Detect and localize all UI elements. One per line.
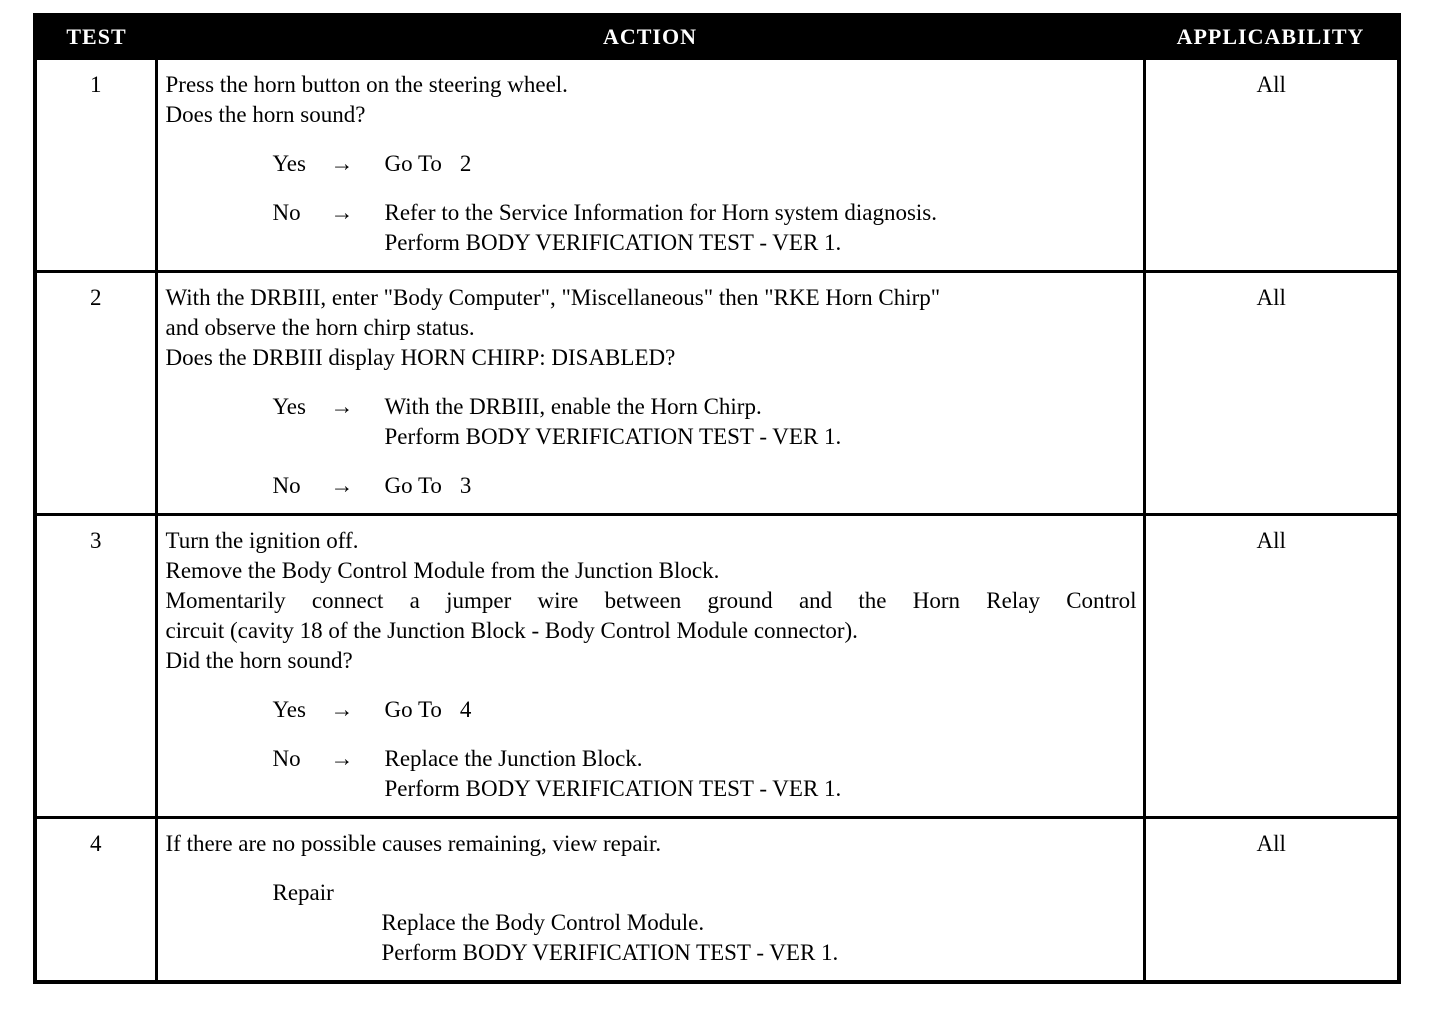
yes-result xyxy=(385,149,472,179)
action-question: Did the horn sound? xyxy=(165,648,353,673)
yes-branch xyxy=(166,149,1137,179)
no-result xyxy=(385,198,938,258)
result-line: Perform BODY VERIFICATION TEST - VER 1. xyxy=(384,776,842,801)
repair-label: Repair xyxy=(272,880,334,905)
action-line: If there are no possible causes remaining, view repair. xyxy=(165,831,662,856)
table-row xyxy=(35,59,1399,272)
test-number: 3 xyxy=(35,515,156,818)
action-line: Momentarily connect a jumper wire between ground and the Horn Relay Control xyxy=(165,588,1137,613)
action-cell xyxy=(156,818,1144,983)
right-arrow-icon: → xyxy=(330,394,354,419)
no-branch xyxy=(166,744,1137,804)
go-to-target: 4 xyxy=(459,697,472,722)
table-row xyxy=(35,515,1399,818)
action-line: Turn the ignition off. xyxy=(165,528,359,553)
header-applicability: APPLICABILITY xyxy=(1144,15,1399,59)
action-question: Does the DRBIII display HORN CHIRP: DISABLED? xyxy=(165,345,676,370)
no-result xyxy=(385,471,472,501)
go-to-text: Go To xyxy=(384,697,442,722)
go-to-text: Go To xyxy=(384,473,442,498)
no-label: No xyxy=(272,746,301,771)
right-arrow-icon: → xyxy=(330,473,354,498)
no-branch xyxy=(166,198,1137,258)
right-arrow-icon: → xyxy=(330,746,354,771)
right-arrow-icon: → xyxy=(330,151,354,176)
no-label: No xyxy=(272,200,301,225)
test-number: 4 xyxy=(35,818,156,983)
yes-label: Yes xyxy=(272,697,306,722)
table-row xyxy=(35,818,1399,983)
test-number: 2 xyxy=(35,272,156,515)
yes-branch xyxy=(166,392,1137,452)
action-cell xyxy=(156,515,1144,818)
header-action: ACTION xyxy=(156,15,1144,59)
yes-branch xyxy=(166,695,1137,725)
repair-line: Perform BODY VERIFICATION TEST - VER 1. xyxy=(381,940,839,965)
no-label: No xyxy=(272,473,301,498)
action-line: Remove the Body Control Module from the Junction Block. xyxy=(165,558,720,583)
action-line: Press the horn button on the steering wheel. xyxy=(165,72,568,97)
go-to-text: Go To xyxy=(384,151,442,176)
test-number: 1 xyxy=(35,59,156,272)
header-test: TEST xyxy=(35,15,156,59)
right-arrow-icon: → xyxy=(330,697,354,722)
no-branch xyxy=(166,471,1137,501)
right-arrow-icon: → xyxy=(330,200,354,225)
yes-label: Yes xyxy=(272,394,306,419)
repair-line: Replace the Body Control Module. xyxy=(381,910,705,935)
result-line: Perform BODY VERIFICATION TEST - VER 1. xyxy=(384,424,842,449)
result-line: Refer to the Service Information for Horn system diagnosis. xyxy=(384,200,938,225)
action-cell xyxy=(156,272,1144,515)
applicability-value: All xyxy=(1144,59,1399,272)
action-line: With the DRBIII, enter "Body Computer", "Miscellaneous" then "RKE Horn Chirp" xyxy=(165,285,941,310)
go-to-target: 3 xyxy=(459,473,472,498)
action-line: circuit (cavity 18 of the Junction Block - Body Control Module connector). xyxy=(165,618,858,643)
table-row xyxy=(35,272,1399,515)
result-line: Perform BODY VERIFICATION TEST - VER 1. xyxy=(384,230,842,255)
action-line: and observe the horn chirp status. xyxy=(165,315,475,340)
applicability-value: All xyxy=(1144,515,1399,818)
applicability-value: All xyxy=(1144,272,1399,515)
go-to-target: 2 xyxy=(459,151,472,176)
action-question: Does the horn sound? xyxy=(165,102,366,127)
result-line: With the DRBIII, enable the Horn Chirp. xyxy=(384,394,762,419)
result-line: Replace the Junction Block. xyxy=(384,746,643,771)
yes-result xyxy=(385,695,472,725)
applicability-value: All xyxy=(1144,818,1399,983)
repair-steps xyxy=(382,908,1137,968)
action-cell xyxy=(156,59,1144,272)
table-header xyxy=(35,15,1399,59)
no-result xyxy=(385,744,842,804)
yes-result xyxy=(385,392,842,452)
diagnostic-test-table xyxy=(33,13,1401,984)
yes-label: Yes xyxy=(272,151,306,176)
